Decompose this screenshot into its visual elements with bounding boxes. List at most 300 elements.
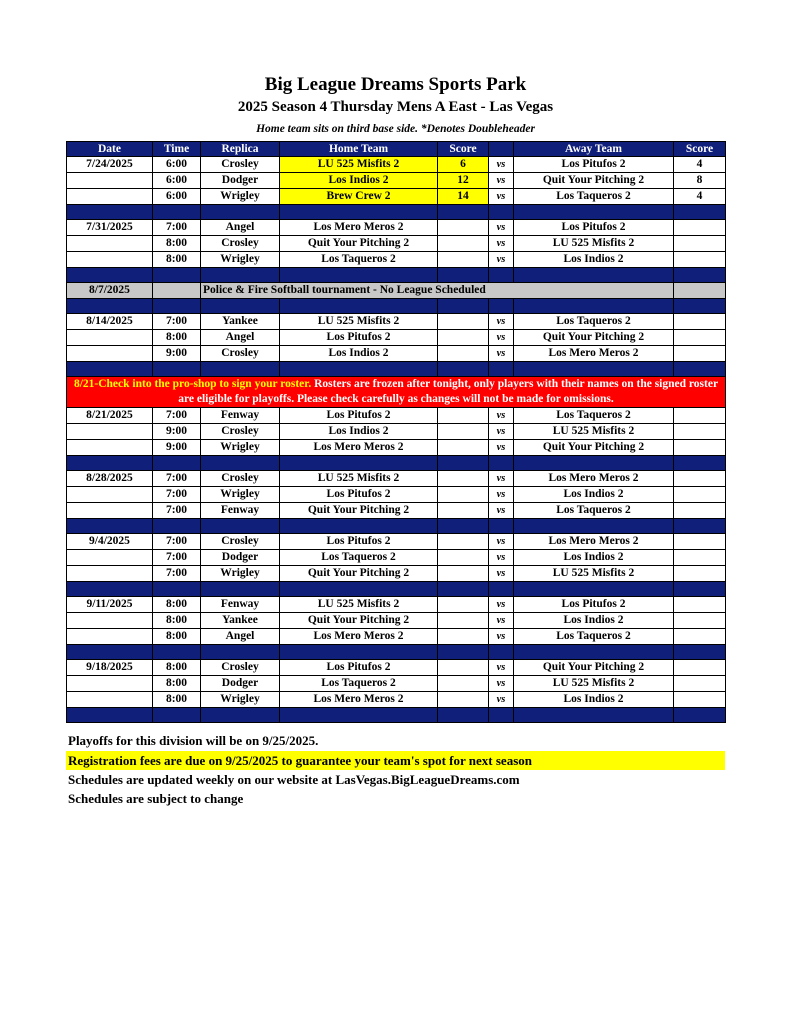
home-score-cell	[438, 566, 489, 582]
away-score-cell	[674, 597, 726, 613]
time-cell: 7:00	[153, 314, 201, 330]
playoffs-note: Playoffs for this division will be on 9/25/2025.	[68, 733, 319, 748]
home-team-cell: Los Taqueros 2	[280, 676, 438, 692]
vs-cell: vs	[489, 189, 514, 205]
separator-cell	[514, 519, 674, 534]
vs-cell: vs	[489, 408, 514, 424]
time-cell	[153, 283, 201, 299]
separator-cell	[674, 299, 726, 314]
away-score-cell	[674, 330, 726, 346]
roster-notice-body: Rosters are frozen after tonight, only players with their names on the signed roster are eligible for playoffs. Please check carefully as changes will not be made for omissions.	[178, 378, 719, 405]
field-cell: Fenway	[201, 597, 280, 613]
field-cell: Wrigley	[201, 692, 280, 708]
time-cell: 7:00	[153, 487, 201, 503]
date-cell	[67, 613, 153, 629]
separator-cell	[674, 456, 726, 471]
home-team-cell: Quit Your Pitching 2	[280, 566, 438, 582]
away-score-cell	[674, 314, 726, 330]
separator-cell	[67, 645, 153, 660]
vs-cell: vs	[489, 220, 514, 236]
home-score-cell	[438, 660, 489, 676]
game-row	[67, 613, 726, 629]
game-row	[67, 408, 726, 424]
vs-cell: vs	[489, 236, 514, 252]
separator-cell	[514, 708, 674, 723]
home-team-cell: Quit Your Pitching 2	[280, 236, 438, 252]
separator-cell	[201, 299, 280, 314]
field-cell: Yankee	[201, 314, 280, 330]
vs-cell: vs	[489, 503, 514, 519]
time-cell: 8:00	[153, 660, 201, 676]
game-row	[67, 424, 726, 440]
date-cell	[67, 503, 153, 519]
separator-cell	[438, 362, 489, 377]
game-row	[67, 503, 726, 519]
away-team-cell: Los Mero Meros 2	[514, 471, 674, 487]
col-header-replica: Replica	[201, 142, 280, 157]
vs-cell: vs	[489, 252, 514, 268]
separator-cell	[280, 362, 438, 377]
separator-cell	[489, 362, 514, 377]
game-row	[67, 534, 726, 550]
away-score-cell	[674, 613, 726, 629]
separator-cell	[674, 582, 726, 597]
home-score-cell	[438, 503, 489, 519]
vs-cell: vs	[489, 597, 514, 613]
field-cell: Fenway	[201, 503, 280, 519]
field-cell: Wrigley	[201, 440, 280, 456]
separator-cell	[153, 299, 201, 314]
separator-cell	[280, 708, 438, 723]
change-note: Schedules are subject to change	[68, 791, 244, 806]
vs-cell: vs	[489, 629, 514, 645]
away-team-cell: Quit Your Pitching 2	[514, 660, 674, 676]
away-team-cell: Los Taqueros 2	[514, 314, 674, 330]
home-score-cell	[438, 550, 489, 566]
away-score-cell	[674, 424, 726, 440]
schedule-note: Home team sits on third base side. *Denotes Doubleheader	[256, 123, 535, 135]
vs-cell: vs	[489, 550, 514, 566]
separator-cell	[67, 268, 153, 283]
game-row	[67, 676, 726, 692]
away-team-cell: Los Pitufos 2	[514, 220, 674, 236]
away-score-cell	[674, 660, 726, 676]
date-cell	[67, 676, 153, 692]
vs-cell: vs	[489, 314, 514, 330]
separator-cell	[438, 268, 489, 283]
field-cell: Wrigley	[201, 189, 280, 205]
date-cell: 9/18/2025	[67, 660, 153, 676]
away-score-cell	[674, 440, 726, 456]
game-row	[67, 252, 726, 268]
separator-cell	[153, 362, 201, 377]
week-separator	[67, 362, 726, 377]
home-team-cell: LU 525 Misfits 2	[280, 157, 438, 173]
col-header-away-score: Score	[674, 142, 726, 157]
separator-cell	[438, 708, 489, 723]
separator-cell	[280, 582, 438, 597]
separator-cell	[280, 205, 438, 220]
date-cell	[67, 566, 153, 582]
time-cell: 8:00	[153, 597, 201, 613]
separator-cell	[674, 645, 726, 660]
home-score-cell	[438, 252, 489, 268]
away-score-cell	[674, 471, 726, 487]
date-cell	[67, 189, 153, 205]
away-score-cell: 8	[674, 173, 726, 189]
date-cell	[67, 173, 153, 189]
roster-notice-heading: 8/21-Check into the pro-shop to sign your roster.	[73, 378, 312, 390]
page-subtitle: 2025 Season 4 Thursday Mens A East - Las Vegas	[237, 99, 554, 115]
home-score-cell	[438, 408, 489, 424]
time-cell: 7:00	[153, 550, 201, 566]
home-team-cell: Los Pitufos 2	[280, 408, 438, 424]
separator-cell	[489, 299, 514, 314]
separator-cell	[153, 582, 201, 597]
separator-cell	[201, 268, 280, 283]
vs-cell: vs	[489, 173, 514, 189]
away-score-cell	[674, 629, 726, 645]
col-header-vs	[489, 142, 514, 157]
time-cell: 7:00	[153, 534, 201, 550]
date-cell	[67, 236, 153, 252]
home-team-cell: LU 525 Misfits 2	[280, 314, 438, 330]
separator-cell	[514, 645, 674, 660]
game-row	[67, 330, 726, 346]
separator-cell	[153, 645, 201, 660]
game-row	[67, 173, 726, 189]
game-row	[67, 189, 726, 205]
time-cell: 9:00	[153, 424, 201, 440]
field-cell: Dodger	[201, 173, 280, 189]
home-score-cell	[438, 534, 489, 550]
home-score-cell	[438, 440, 489, 456]
roster-notice-row	[67, 377, 726, 408]
home-score-cell	[438, 487, 489, 503]
away-score-cell	[674, 566, 726, 582]
time-cell: 8:00	[153, 692, 201, 708]
away-score-cell	[674, 283, 726, 299]
separator-cell	[438, 645, 489, 660]
field-cell: Crosley	[201, 471, 280, 487]
separator-cell	[280, 456, 438, 471]
home-team-cell: Quit Your Pitching 2	[280, 613, 438, 629]
separator-cell	[201, 519, 280, 534]
date-cell	[67, 550, 153, 566]
separator-cell	[201, 582, 280, 597]
home-score-cell	[438, 220, 489, 236]
time-cell: 8:00	[153, 330, 201, 346]
vs-cell: vs	[489, 487, 514, 503]
field-cell: Crosley	[201, 157, 280, 173]
home-score-cell	[438, 236, 489, 252]
time-cell: 9:00	[153, 346, 201, 362]
separator-cell	[514, 299, 674, 314]
field-cell: Fenway	[201, 408, 280, 424]
game-row	[67, 660, 726, 676]
time-cell: 6:00	[153, 189, 201, 205]
no-league-message: Police & Fire Softball tournament - No League Scheduled	[201, 283, 674, 299]
vs-cell: vs	[489, 424, 514, 440]
week-separator	[67, 299, 726, 314]
time-cell: 8:00	[153, 613, 201, 629]
date-cell: 7/24/2025	[67, 157, 153, 173]
home-team-cell: Los Mero Meros 2	[280, 692, 438, 708]
home-team-cell: Los Mero Meros 2	[280, 440, 438, 456]
time-cell: 8:00	[153, 236, 201, 252]
date-cell	[67, 424, 153, 440]
separator-cell	[489, 519, 514, 534]
field-cell: Angel	[201, 330, 280, 346]
field-cell: Crosley	[201, 534, 280, 550]
website-note: Schedules are updated weekly on our website at LasVegas.BigLeagueDreams.com	[68, 772, 520, 787]
home-team-cell: Los Mero Meros 2	[280, 629, 438, 645]
col-header-away-team: Away Team	[514, 142, 674, 157]
away-score-cell	[674, 487, 726, 503]
date-cell: 9/11/2025	[67, 597, 153, 613]
week-separator	[67, 708, 726, 723]
time-cell: 6:00	[153, 157, 201, 173]
home-team-cell: LU 525 Misfits 2	[280, 471, 438, 487]
separator-cell	[438, 205, 489, 220]
week-separator	[67, 645, 726, 660]
away-team-cell: Los Pitufos 2	[514, 597, 674, 613]
separator-cell	[489, 456, 514, 471]
home-score-cell	[438, 613, 489, 629]
time-cell: 7:00	[153, 566, 201, 582]
separator-cell	[514, 456, 674, 471]
field-cell: Wrigley	[201, 487, 280, 503]
time-cell: 8:00	[153, 629, 201, 645]
home-team-cell: Los Pitufos 2	[280, 660, 438, 676]
separator-cell	[674, 519, 726, 534]
separator-cell	[438, 299, 489, 314]
separator-cell	[674, 205, 726, 220]
separator-cell	[67, 456, 153, 471]
date-cell	[67, 629, 153, 645]
separator-cell	[674, 362, 726, 377]
separator-cell	[153, 519, 201, 534]
field-cell: Wrigley	[201, 252, 280, 268]
col-header-home-team: Home Team	[280, 142, 438, 157]
home-score-cell	[438, 676, 489, 692]
away-team-cell: Los Indios 2	[514, 252, 674, 268]
separator-cell	[280, 299, 438, 314]
away-score-cell	[674, 550, 726, 566]
home-team-cell: Los Pitufos 2	[280, 487, 438, 503]
separator-cell	[201, 205, 280, 220]
home-team-cell: Brew Crew 2	[280, 189, 438, 205]
home-team-cell: LU 525 Misfits 2	[280, 597, 438, 613]
home-team-cell: Los Pitufos 2	[280, 330, 438, 346]
home-score-cell	[438, 692, 489, 708]
separator-cell	[280, 268, 438, 283]
game-row	[67, 692, 726, 708]
home-team-cell: Los Indios 2	[280, 173, 438, 189]
away-team-cell: Los Indios 2	[514, 613, 674, 629]
separator-cell	[489, 645, 514, 660]
separator-cell	[674, 268, 726, 283]
game-row	[67, 440, 726, 456]
date-cell: 8/21/2025	[67, 408, 153, 424]
separator-cell	[674, 708, 726, 723]
vs-cell: vs	[489, 566, 514, 582]
home-team-cell: Los Pitufos 2	[280, 534, 438, 550]
away-score-cell	[674, 503, 726, 519]
separator-cell	[67, 362, 153, 377]
separator-cell	[201, 456, 280, 471]
field-cell: Dodger	[201, 550, 280, 566]
home-score-cell	[438, 346, 489, 362]
away-team-cell: Los Pitufos 2	[514, 157, 674, 173]
week-separator	[67, 582, 726, 597]
col-header-date: Date	[67, 142, 153, 157]
separator-cell	[438, 456, 489, 471]
date-cell	[67, 330, 153, 346]
week-separator	[67, 205, 726, 220]
separator-cell	[489, 582, 514, 597]
date-cell	[67, 440, 153, 456]
away-team-cell: Los Mero Meros 2	[514, 534, 674, 550]
vs-cell: vs	[489, 676, 514, 692]
separator-cell	[514, 268, 674, 283]
vs-cell: vs	[489, 346, 514, 362]
home-score-cell	[438, 314, 489, 330]
away-team-cell: Los Indios 2	[514, 487, 674, 503]
date-cell: 8/7/2025	[67, 283, 153, 299]
away-score-cell: 4	[674, 157, 726, 173]
separator-cell	[514, 362, 674, 377]
time-cell: 7:00	[153, 220, 201, 236]
home-score-cell: 6	[438, 157, 489, 173]
time-cell: 8:00	[153, 252, 201, 268]
separator-cell	[153, 205, 201, 220]
date-cell	[67, 252, 153, 268]
game-row	[67, 487, 726, 503]
week-separator	[67, 519, 726, 534]
vs-cell: vs	[489, 471, 514, 487]
roster-notice	[67, 377, 726, 408]
separator-cell	[67, 299, 153, 314]
schedule-table	[66, 141, 726, 723]
away-team-cell: Quit Your Pitching 2	[514, 173, 674, 189]
separator-cell	[67, 205, 153, 220]
away-score-cell	[674, 408, 726, 424]
separator-cell	[280, 645, 438, 660]
home-team-cell: Los Indios 2	[280, 346, 438, 362]
home-score-cell: 12	[438, 173, 489, 189]
home-team-cell: Los Indios 2	[280, 424, 438, 440]
separator-cell	[153, 708, 201, 723]
home-team-cell: Quit Your Pitching 2	[280, 503, 438, 519]
game-row	[67, 346, 726, 362]
home-team-cell: Los Mero Meros 2	[280, 220, 438, 236]
field-cell: Wrigley	[201, 566, 280, 582]
away-team-cell: Quit Your Pitching 2	[514, 440, 674, 456]
away-score-cell	[674, 346, 726, 362]
field-cell: Yankee	[201, 613, 280, 629]
game-row	[67, 566, 726, 582]
separator-cell	[489, 205, 514, 220]
field-cell: Crosley	[201, 424, 280, 440]
separator-cell	[153, 456, 201, 471]
separator-cell	[153, 268, 201, 283]
page-title: Big League Dreams Sports Park	[264, 74, 527, 95]
home-score-cell: 14	[438, 189, 489, 205]
date-cell	[67, 346, 153, 362]
away-team-cell: Los Taqueros 2	[514, 503, 674, 519]
away-score-cell	[674, 534, 726, 550]
separator-cell	[280, 519, 438, 534]
game-row	[67, 314, 726, 330]
date-cell: 9/4/2025	[67, 534, 153, 550]
time-cell: 7:00	[153, 503, 201, 519]
field-cell: Angel	[201, 220, 280, 236]
field-cell: Crosley	[201, 346, 280, 362]
separator-cell	[489, 268, 514, 283]
away-score-cell	[674, 220, 726, 236]
away-score-cell	[674, 692, 726, 708]
home-team-cell: Los Taqueros 2	[280, 252, 438, 268]
vs-cell: vs	[489, 157, 514, 173]
away-score-cell	[674, 676, 726, 692]
game-row	[67, 471, 726, 487]
field-cell: Dodger	[201, 676, 280, 692]
away-score-cell	[674, 252, 726, 268]
time-cell: 9:00	[153, 440, 201, 456]
game-row	[67, 597, 726, 613]
col-header-home-score: Score	[438, 142, 489, 157]
date-cell: 7/31/2025	[67, 220, 153, 236]
separator-cell	[67, 519, 153, 534]
week-separator	[67, 456, 726, 471]
away-team-cell: Los Taqueros 2	[514, 189, 674, 205]
separator-cell	[514, 205, 674, 220]
away-team-cell: Los Taqueros 2	[514, 629, 674, 645]
time-cell: 8:00	[153, 676, 201, 692]
date-cell: 8/14/2025	[67, 314, 153, 330]
separator-cell	[67, 582, 153, 597]
separator-cell	[201, 362, 280, 377]
date-cell	[67, 487, 153, 503]
time-cell: 7:00	[153, 408, 201, 424]
col-header-time: Time	[153, 142, 201, 157]
away-team-cell: Los Taqueros 2	[514, 408, 674, 424]
away-team-cell: LU 525 Misfits 2	[514, 236, 674, 252]
away-team-cell: LU 525 Misfits 2	[514, 676, 674, 692]
field-cell: Crosley	[201, 660, 280, 676]
home-score-cell	[438, 424, 489, 440]
game-row	[67, 157, 726, 173]
home-score-cell	[438, 597, 489, 613]
home-score-cell	[438, 629, 489, 645]
time-cell: 7:00	[153, 471, 201, 487]
vs-cell: vs	[489, 613, 514, 629]
vs-cell: vs	[489, 534, 514, 550]
vs-cell: vs	[489, 692, 514, 708]
date-cell	[67, 692, 153, 708]
time-cell: 6:00	[153, 173, 201, 189]
week-separator	[67, 268, 726, 283]
separator-cell	[438, 582, 489, 597]
home-team-cell: Los Taqueros 2	[280, 550, 438, 566]
away-score-cell: 4	[674, 189, 726, 205]
separator-cell	[201, 708, 280, 723]
registration-note: Registration fees are due on 9/25/2025 to guarantee your team's spot for next season	[66, 751, 725, 770]
away-team-cell: LU 525 Misfits 2	[514, 424, 674, 440]
separator-cell	[201, 645, 280, 660]
away-team-cell: Los Indios 2	[514, 692, 674, 708]
